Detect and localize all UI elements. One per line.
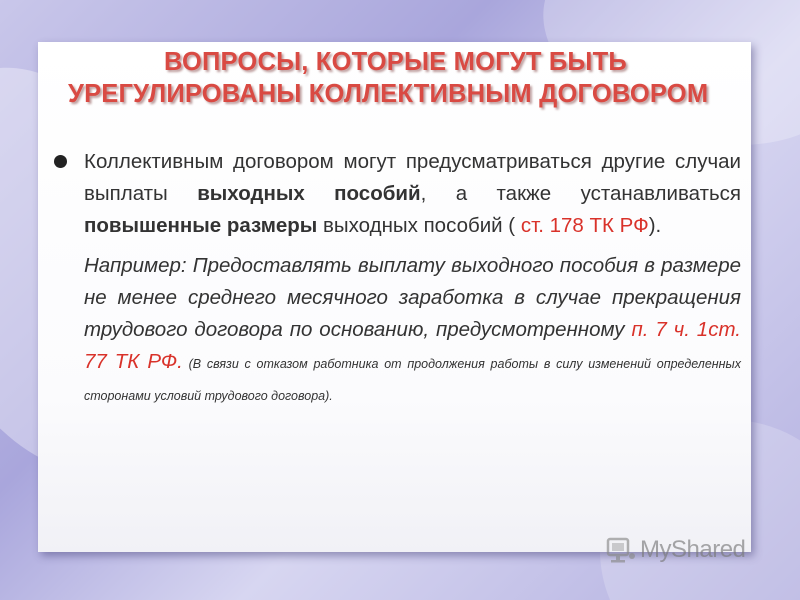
bullet-text-4: ).	[648, 214, 662, 237]
slide-body	[84, 146, 741, 410]
bullet-icon	[54, 155, 67, 168]
watermark-text: MyShared	[640, 536, 746, 563]
bullet-paragraph	[84, 146, 741, 242]
watermark	[606, 536, 745, 564]
example-note: (В связи с отказом работника от продолжения работы в силу изменений определенных сторонами условий трудового договора).	[84, 357, 741, 403]
myshared-logo-icon	[606, 536, 636, 564]
slide-title-line-2: УРЕГУЛИРОВАНЫ КОЛЛЕКТИВНЫМ ДОГОВОРОМ	[68, 80, 709, 108]
law-reference-178: ст. 178 ТК РФ	[520, 214, 649, 237]
bold-phrase-severance-pay: выходных пособий	[197, 182, 421, 205]
slide-title-line-1: ВОПРОСЫ, КОТОРЫЕ МОГУТ БЫТЬ	[164, 48, 627, 76]
slide-card	[38, 42, 751, 552]
bullet-text-2: , а также устанавливаться	[420, 182, 741, 205]
example-paragraph	[84, 250, 741, 410]
example-text: Например: Предоставлять выплату выходного пособия в размере не менее среднего месячного заработка в случае прекращения трудового договора по основанию, предусмотренному	[84, 254, 741, 341]
bullet-text-1: Коллективным договором могут предусматриваться другие случаи выплаты	[84, 150, 741, 205]
law-reference-77: п. 7 ч. 1ст. 77 ТК РФ.	[84, 318, 741, 373]
bold-phrase-increased-amounts: повышенные размеры	[84, 214, 318, 237]
bullet-text-3: выходных пособий (	[317, 214, 521, 237]
slide-title	[68, 46, 748, 110]
